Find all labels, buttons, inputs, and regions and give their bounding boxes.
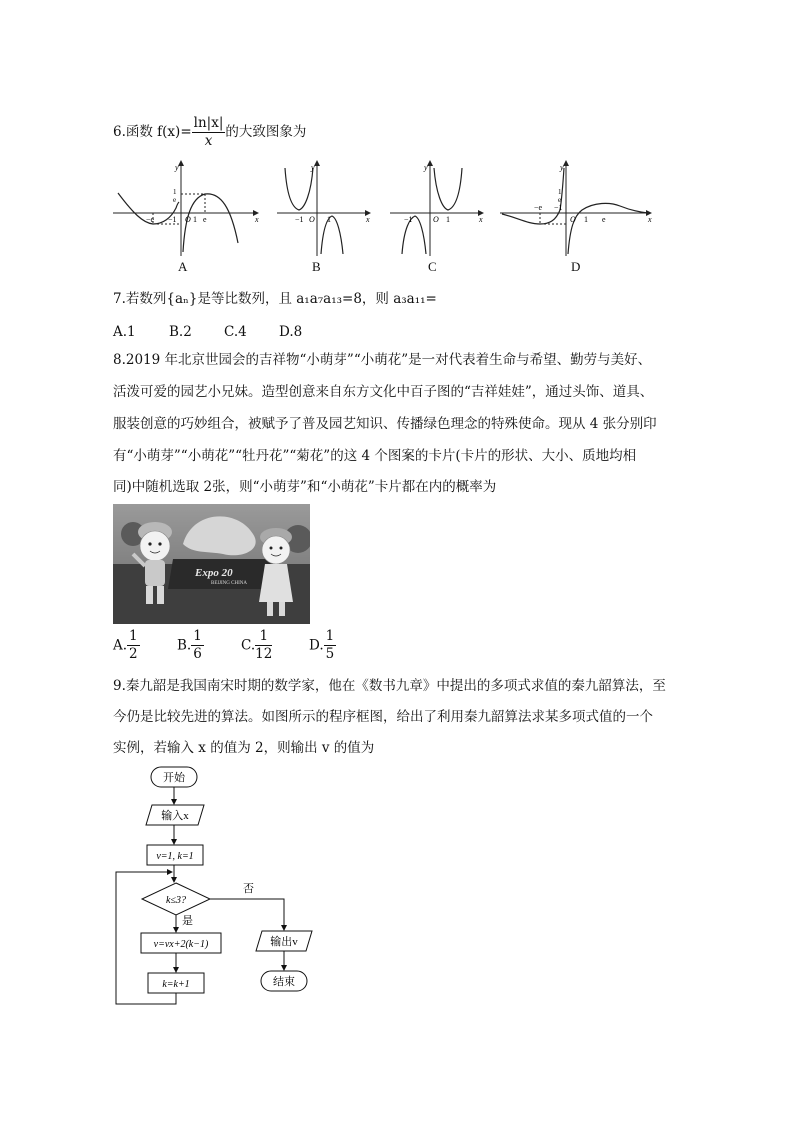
neg-e-label: −e bbox=[534, 203, 543, 212]
q8-option-c bbox=[241, 628, 272, 663]
one-label: 1 bbox=[446, 215, 450, 224]
one-label: 1 bbox=[327, 215, 331, 224]
q6-graph-d bbox=[498, 158, 663, 258]
q8-option-d-frac bbox=[324, 628, 337, 663]
e-label: e bbox=[203, 215, 207, 224]
q8-line-4: 有“小萌芽”“小萌花”“牡丹花”“菊花”的这 4 个图案的卡片(卡片的形状、大小、质地均相 bbox=[113, 448, 637, 464]
q8-option-b-label: B. bbox=[177, 637, 192, 654]
q6-fraction bbox=[192, 115, 226, 150]
e-label: e bbox=[602, 215, 606, 224]
frac-den: 5 bbox=[325, 646, 335, 662]
x-label: x bbox=[479, 215, 483, 224]
flow-update-k-text: k=k+1 bbox=[162, 979, 190, 990]
q6-graph-a bbox=[113, 158, 263, 258]
neg-one-label: −1 bbox=[295, 215, 304, 224]
photo-city-text: BEIJING CHINA bbox=[211, 581, 247, 586]
flow-start-text: 开始 bbox=[163, 772, 185, 784]
q8-option-a-frac bbox=[127, 628, 140, 663]
frac-den: 2 bbox=[129, 646, 138, 662]
curve-left bbox=[502, 168, 564, 224]
frac-num: 1 bbox=[129, 628, 138, 644]
frac-num: 1 bbox=[325, 628, 335, 644]
flow-end-text: 结束 bbox=[273, 976, 295, 988]
mascot-photo-drawing bbox=[113, 504, 310, 624]
curve-right bbox=[183, 194, 238, 252]
flow-update-v-text: v=vx+2(k−1) bbox=[153, 939, 209, 950]
q7-stem: 7.若数列{aₙ}是等比数列，且 a₁a₇a₁₃=8，则 a₃a₁₁= bbox=[113, 291, 437, 307]
q8-option-b-frac bbox=[191, 628, 204, 663]
q7-option-a: A.1 bbox=[113, 324, 136, 340]
flow-no-label: 否 bbox=[243, 883, 254, 895]
frac-den: 12 bbox=[255, 646, 273, 662]
curve-right bbox=[434, 168, 462, 210]
origin-label: O bbox=[433, 215, 439, 224]
curve-right bbox=[321, 216, 343, 254]
one-label: 1 bbox=[193, 215, 197, 224]
mascot-photo bbox=[113, 504, 310, 624]
x-label: x bbox=[366, 215, 370, 224]
frac-num: 1 bbox=[255, 628, 272, 646]
neg-one-label: −1 bbox=[554, 203, 563, 212]
q8-option-c-frac bbox=[255, 628, 272, 663]
q8-option-c-label: C. bbox=[241, 637, 256, 654]
q8-option-b bbox=[177, 628, 204, 663]
origin-label: O bbox=[570, 215, 576, 224]
q8-option-a bbox=[113, 628, 140, 663]
y-axis-arrow bbox=[314, 160, 320, 166]
q8-option-d bbox=[309, 628, 336, 663]
q7-option-b: B.2 bbox=[169, 324, 192, 340]
one-label: 1 bbox=[584, 215, 588, 224]
q6-graph-c bbox=[388, 158, 488, 258]
curve-right bbox=[568, 203, 648, 254]
q6-stem bbox=[113, 112, 306, 152]
photo-expo-text: Expo 20 bbox=[195, 567, 233, 579]
x-label: x bbox=[255, 215, 259, 224]
graph-label-c: C bbox=[428, 259, 437, 274]
q6-fraction-num: ln|x| bbox=[193, 115, 224, 131]
y-label: y bbox=[175, 163, 179, 172]
q7-option-c: C.4 bbox=[224, 324, 247, 340]
y-axis-arrow bbox=[427, 160, 433, 166]
q6-fraction-den: x bbox=[204, 133, 213, 149]
frac-den: 6 bbox=[193, 646, 202, 662]
q9-line-1: 9.秦九韶是我国南宋时期的数学家，他在《数书九章》中提出的多项式求值的秦九韶算法，至 bbox=[113, 678, 666, 694]
y-axis-arrow bbox=[563, 160, 569, 166]
x-label: x bbox=[648, 215, 652, 224]
q8-option-d-label: D. bbox=[309, 637, 324, 654]
q8-line-1: 8.2019 年北京世园会的吉祥物“小萌芽”“小萌花”是一对代表着生命与希望、勤劳与美好、 bbox=[113, 352, 652, 368]
graph-label-a: A bbox=[178, 259, 188, 274]
graph-label-d: D bbox=[571, 259, 581, 274]
flow-yes-label: 是 bbox=[182, 915, 193, 927]
flow-cond-text: k≤3? bbox=[166, 895, 186, 906]
flow-arrow-no bbox=[210, 899, 284, 930]
q6-prefix: 6.函数 f(x)= bbox=[113, 124, 192, 140]
curve-left bbox=[285, 168, 313, 210]
inv-e-den: e bbox=[173, 196, 177, 204]
q8-option-a-label: A. bbox=[113, 637, 128, 654]
flow-init-text: v=1, k=1 bbox=[156, 851, 194, 862]
q9-flowchart bbox=[110, 762, 320, 1007]
flow-output-text: 输出v bbox=[270, 936, 298, 948]
q6-suffix: 的大致图象为 bbox=[225, 124, 307, 140]
q7-option-d: D.8 bbox=[279, 324, 303, 340]
q9-line-2: 今仍是比较先进的算法。如图所示的程序框图，给出了利用秦九韶算法求某多项式值的一个 bbox=[113, 709, 653, 725]
y-label: y bbox=[560, 163, 564, 172]
graph-label-b: B bbox=[312, 259, 321, 274]
q8-line-2: 活泼可爱的园艺小兄妹。造型创意来自东方文化中百子图的“吉祥娃娃”，通过头饰、道具、 bbox=[113, 384, 654, 400]
q9-line-3: 实例，若输入 x 的值为 2，则输出 v 的值为 bbox=[113, 740, 375, 756]
origin-label: O bbox=[185, 215, 191, 224]
neg-e-label: −e bbox=[146, 215, 155, 224]
q8-line-5: 同)中随机选取 2张，则“小萌芽”和“小萌花”卡片都在内的概率为 bbox=[113, 479, 497, 495]
y-axis-arrow bbox=[178, 160, 184, 166]
neg-one-label: −1 bbox=[168, 215, 177, 224]
inv-e-den: e bbox=[558, 196, 562, 204]
inv-e-num: 1 bbox=[173, 188, 177, 196]
y-label: y bbox=[311, 163, 315, 172]
q6-graph-b bbox=[275, 158, 375, 258]
inv-e-num: 1 bbox=[558, 188, 562, 196]
origin-label: O bbox=[309, 215, 315, 224]
neg-one-label: −1 bbox=[404, 215, 413, 224]
frac-num: 1 bbox=[193, 628, 202, 644]
q8-line-3: 服装创意的巧妙组合，被赋予了普及园艺知识、传播绿色理念的特殊使命。现从 4 张分别印 bbox=[113, 416, 657, 432]
y-label: y bbox=[424, 163, 428, 172]
flow-input-text: 输入x bbox=[161, 810, 189, 822]
